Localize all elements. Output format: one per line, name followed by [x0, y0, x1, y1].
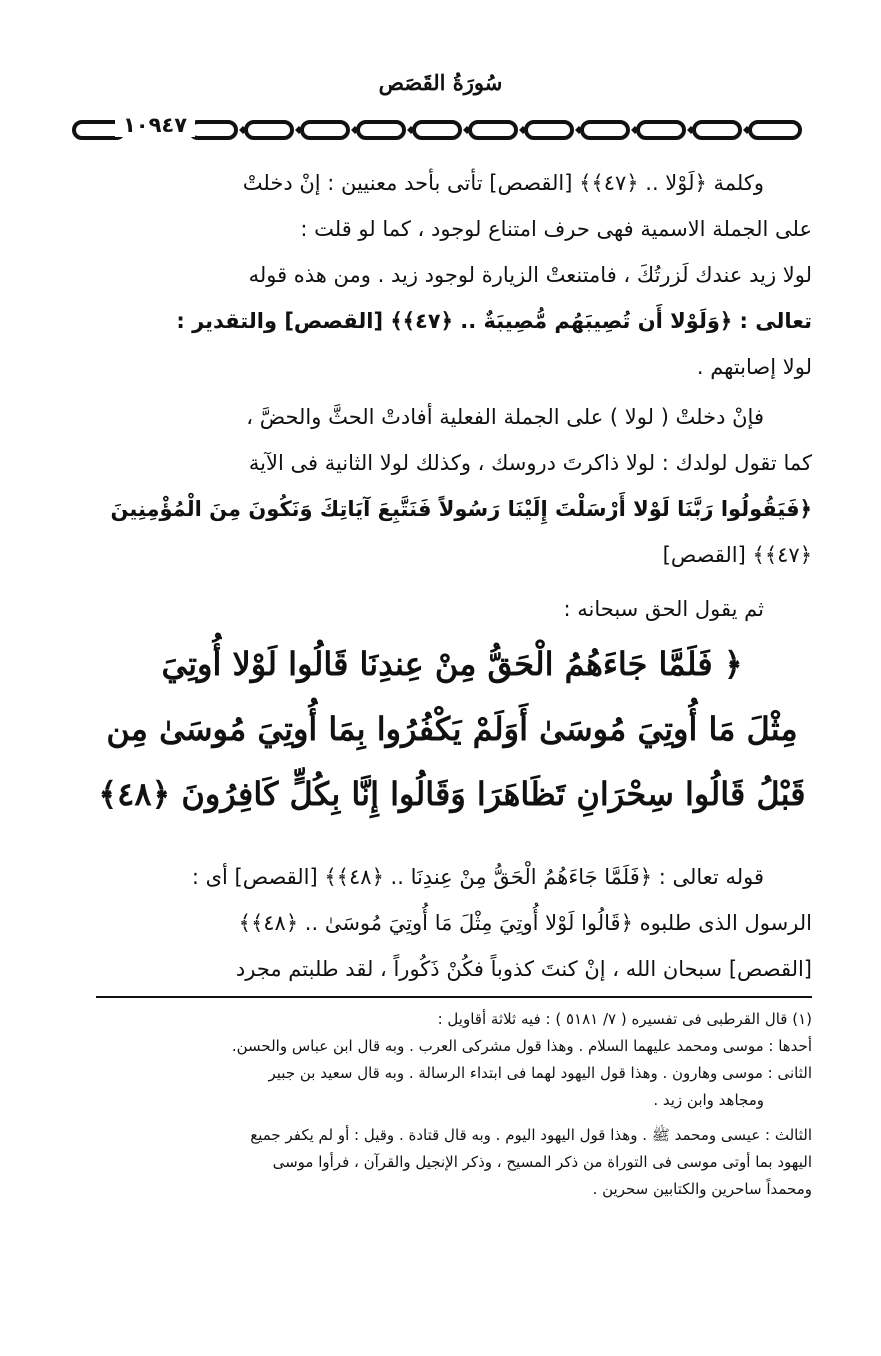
paragraph-verbal-clause	[96, 394, 812, 578]
text-line: على الجملة الاسمية فهى حرف امتناع لوجود ، كما لو قلت :	[300, 217, 812, 241]
paragraph-lawla-meanings	[96, 160, 812, 390]
footnote-line: ومحمداً ساحرين والكتابين سحرين .	[592, 1180, 812, 1198]
quran-verse-line: مِثْلَ مَا أُوتِيَ مُوسَىٰ أَوَلَمْ يَكْفُرُوا بِمَا أُوتِيَ مُوسَىٰ مِن	[106, 710, 798, 748]
footnote-line: (١) قال القرطبى فى تفسيره ( ٧/ ٥١٨١ ) : فيه ثلاثة أقاويل :	[437, 1010, 812, 1028]
footnote-line: اليهود بما أوتى موسى فى التوراة من ذكر المسيح ، وذكر الإنجيل والقرآن ، فرأوا موسى	[272, 1153, 812, 1171]
text-line: ثم يقول الحق سبحانه :	[563, 597, 764, 621]
paragraph-commentary	[96, 854, 812, 992]
paragraph-intro	[96, 586, 812, 632]
page-number: ١٠٩٤٧	[115, 113, 195, 137]
text-line: لولا زيد عندك لَزرتُكَ ، فامتنعتْ الزيارة لوجود زيد . ومن هذه قوله	[248, 263, 812, 287]
text-line: فإنْ دخلتْ ( لولا ) على الجملة الفعلية أفادتْ الحثَّ والحضَّ ،	[246, 405, 764, 429]
footnote-line: الثانى : موسى وهارون . وهذا قول اليهود لهما فى ابتداء الرسالة . وبه قال سعيد بن جبير	[268, 1064, 812, 1082]
text-line: ﴿فَيَقُولُوا رَبَّنَا لَوْلا أَرْسَلْتَ إِلَيْنَا رَسُولاً فَنَتَّبِعَ آيَاتِكَ وَنَكُونَ مِنَ الْمُؤْمِنِينَ	[110, 497, 812, 521]
footnotes	[96, 1006, 812, 1203]
footnote-line: ومجاهد وابن زيد .	[653, 1091, 764, 1109]
footnote-line: الثالث : عيسى ومحمد ﷺ . وهذا قول اليهود اليوم . وبه قال قتادة . وقيل : أو لم يكفر جميع	[250, 1126, 812, 1144]
text-line: كما تقول لولدك : لولا ذاكرتَ دروسك ، وكذلك لولا الثانية فى الآية	[248, 451, 812, 475]
quran-verse-line: ﴿ فَلَمَّا جَاءَهُمُ الْحَقُّ مِنْ عِندِنَا قَالُوا لَوْلا أُوتِيَ	[161, 645, 743, 683]
text-line: الرسول الذى طلبوه ﴿قَالُوا لَوْلا أُوتِيَ مِثْلَ مَا أُوتِيَ مُوسَىٰ .. ﴿٤٨﴾﴾	[238, 911, 812, 935]
text-line: قوله تعالى : ﴿فَلَمَّا جَاءَهُمُ الْحَقُّ مِنْ عِندِنَا .. ﴿٤٨﴾﴾ [القصص] أى :	[191, 865, 764, 889]
quran-verse-line: قَبْلُ قَالُوا سِحْرَانِ تَظَاهَرَا وَقَالُوا إِنَّا بِكُلٍّ كَافِرُونَ ﴿٤٨﴾	[98, 775, 806, 813]
text-line: [القصص] سبحان الله ، إنْ كنتَ كذوباً فكُنْ ذَكُوراً ، لقد طلبتم مجرد	[235, 957, 812, 981]
surah-title: سُورَةُ القَصَص	[378, 70, 503, 95]
footnote-divider	[96, 996, 812, 998]
quran-verse-block	[92, 632, 812, 827]
text-line: لولا إصابتهم .	[696, 355, 812, 379]
text-line: ﴿٤٧﴾﴾ [القصص]	[662, 543, 812, 567]
text-line: وكلمة ﴿لَوْلا .. ﴿٤٧﴾﴾ [القصص] تأتى بأحد معنيين : إنْ دخلتْ	[242, 171, 764, 195]
text-line: تعالى : ﴿وَلَوْلا أَن تُصِيبَهُم مُّصِيبَةٌ .. ﴿٤٧﴾﴾ [القصص] والتقدير :	[176, 309, 812, 333]
footnote-line: أحدها : موسى ومحمد عليهما السلام . وهذا قول مشركى العرب . وبه قال ابن عباس والحسن.	[231, 1037, 812, 1055]
